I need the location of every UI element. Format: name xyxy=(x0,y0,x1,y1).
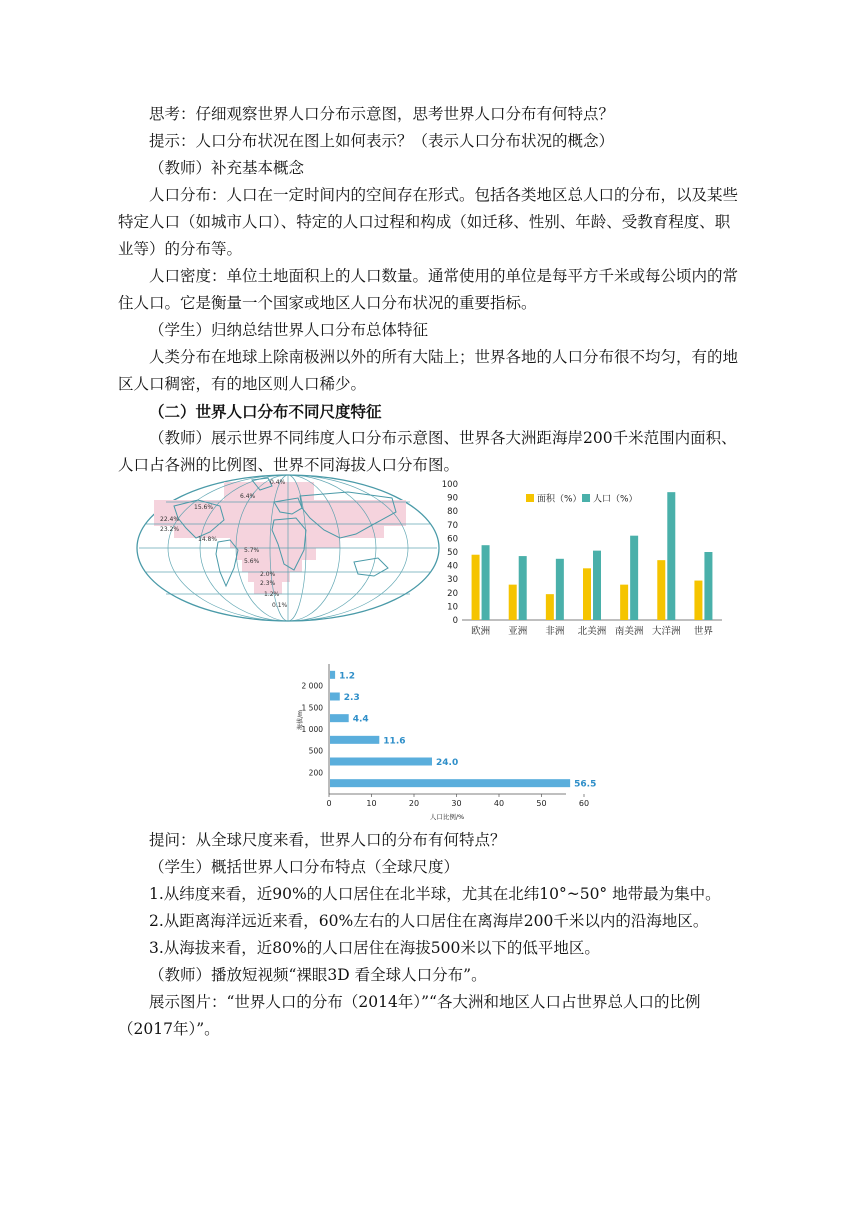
bar-area xyxy=(620,585,628,620)
y-tick-label: 20 xyxy=(447,588,458,599)
map-label: 5.7% xyxy=(244,547,260,554)
x-tick-label: 40 xyxy=(493,799,505,808)
y-category-label: 500 xyxy=(308,746,323,756)
bar-altitude xyxy=(330,714,349,722)
y-tick-label: 70 xyxy=(447,520,458,531)
bar-value-label: 56.5 xyxy=(574,779,597,790)
bar-area xyxy=(694,581,702,620)
bar-population xyxy=(556,559,564,620)
map-label: 22.4% xyxy=(160,516,180,523)
bar-population xyxy=(667,492,675,620)
x-tick-label: 30 xyxy=(451,799,462,808)
x-category-label: 欧洲 xyxy=(471,626,491,637)
student-summary-note: （学生）归纳总结世界人口分布总体特征 xyxy=(149,321,429,339)
bar-area xyxy=(546,594,554,620)
think-question: 思考：仔细观察世界人口分布示意图，思考世界人口分布有何特点？ xyxy=(149,105,615,123)
bar-value-label: 24.0 xyxy=(436,758,459,768)
x-tick-label: 60 xyxy=(578,799,590,808)
bar-population xyxy=(630,536,638,620)
x-axis-label: 人口比例/% xyxy=(429,813,465,821)
x-category-label: 北美洲 xyxy=(577,626,607,637)
world-latitude-population-map xyxy=(134,472,442,624)
y-tick-label: 100 xyxy=(441,480,458,490)
bar-altitude xyxy=(330,758,432,766)
bar-population xyxy=(593,551,601,620)
map-label: 5.6% xyxy=(244,558,260,565)
question-global-scale: 提问：从全球尺度来看，世界人口的分布有何特点？ xyxy=(149,831,506,849)
bar-altitude xyxy=(330,693,340,701)
continent-coastal-bar-chart xyxy=(440,474,730,646)
bar-area xyxy=(509,585,517,620)
map-label: 0.4% xyxy=(270,479,286,486)
show-pictures-text: 展示图片：“世界人口的分布（2014年）”“各大洲和地区人口占世界总人口的比例（2017年）”。 xyxy=(118,993,701,1038)
bar-population xyxy=(704,552,712,620)
map-label: 15.6% xyxy=(194,504,214,511)
legend-swatch xyxy=(526,494,534,502)
teacher-video-note: （教师）播放短视频“裸眼3D 看全球人口分布”。 xyxy=(149,966,487,984)
x-category-label: 南美洲 xyxy=(614,626,644,637)
y-category-label: 200 xyxy=(308,768,323,778)
bar-area xyxy=(583,568,591,620)
y-tick-label: 80 xyxy=(447,507,458,518)
bar-population xyxy=(482,545,490,620)
legend-label: 面积（%） xyxy=(537,494,582,505)
map-label: 14.8% xyxy=(198,536,218,543)
feature-latitude: 1.从纬度来看，近90%的人口居住在北半球，尤其在北纬10°~50° 地带最为集中。 xyxy=(149,885,721,903)
x-category-label: 亚洲 xyxy=(508,626,528,637)
y-tick-label: 30 xyxy=(447,575,458,586)
x-tick-label: 0 xyxy=(326,799,332,808)
x-tick-label: 10 xyxy=(366,799,377,808)
bar-altitude xyxy=(330,779,570,787)
y-tick-label: 60 xyxy=(447,534,458,545)
student-summary-global: （学生）概括世界人口分布特点（全球尺度） xyxy=(149,858,460,876)
bar-value-label: 2.3 xyxy=(343,693,360,703)
y-tick-label: 50 xyxy=(447,548,458,558)
y-tick-label: 90 xyxy=(447,493,458,504)
map-label: 23.2% xyxy=(160,526,180,533)
definition-population-distribution: 人口分布：人口在一定时间内的空间存在形式。包括各类地区总人口的分布，以及某些特定人口（如城市人口）、特定的人口过程和构成（如迁移、性别、年龄、受教育程度、职业等）的分布等。 xyxy=(118,186,739,258)
bar-value-label: 4.4 xyxy=(352,714,369,725)
altitude-population-bar-chart xyxy=(290,660,597,824)
y-category-label: 1 500 xyxy=(301,703,323,713)
map-label: 2.3% xyxy=(260,580,276,587)
x-category-label: 世界 xyxy=(693,626,713,637)
bar-altitude xyxy=(330,736,379,744)
y-tick-label: 0 xyxy=(452,616,458,626)
map-label: 6.4% xyxy=(240,493,256,500)
bar-area xyxy=(657,560,665,620)
map-label: 1.2% xyxy=(264,591,280,598)
bar-area xyxy=(472,555,480,620)
feature-altitude: 3.从海拔来看，近80%的人口居住在海拔500米以下的低平地区。 xyxy=(149,939,600,957)
bar-altitude xyxy=(330,671,335,679)
y-category-label: 1 000 xyxy=(301,725,323,734)
bar-value-label: 1.2 xyxy=(339,671,356,682)
legend-label: 人口（%） xyxy=(593,494,638,505)
y-category-label: 2 000 xyxy=(301,681,323,691)
x-tick-label: 50 xyxy=(536,799,547,808)
map-label: 0.1% xyxy=(272,602,288,609)
legend-swatch xyxy=(582,494,590,502)
x-tick-label: 20 xyxy=(408,799,420,808)
overall-feature-text: 人类分布在地球上除南极洲以外的所有大陆上；世界各地的人口分布很不均匀，有的地区人口稠密，有的地区则人口稀少。 xyxy=(118,348,739,393)
bar-value-label: 11.6 xyxy=(383,736,406,747)
map-label: 2.0% xyxy=(260,571,276,578)
feature-coast-distance: 2.从距离海洋远近来看，60%左右的人口居住在离海岸200千米以内的沿海地区。 xyxy=(149,912,709,930)
x-category-label: 大洋洲 xyxy=(652,626,681,637)
y-tick-label: 10 xyxy=(447,602,458,613)
hint-text: 提示：人口分布状况在图上如何表示？（表示人口分布状况的概念） xyxy=(149,132,615,150)
definition-population-density: 人口密度：单位土地面积上的人口数量。通常使用的单位是每平方千米或每公顷内的常住人口。它是衡量一个国家或地区人口分布状况的重要指标。 xyxy=(118,267,739,312)
section-heading: （二）世界人口分布不同尺度特征 xyxy=(149,402,382,421)
x-category-label: 非洲 xyxy=(545,626,565,637)
teacher-show-figures: （教师）展示世界不同纬度人口分布示意图、世界各大洲距海岸200千米范围内面积、人口占各洲的比例图、世界不同海拔人口分布图。 xyxy=(118,429,737,474)
y-axis-label: 海拔/m xyxy=(297,710,304,730)
bar-population xyxy=(519,556,527,620)
y-tick-label: 40 xyxy=(447,561,458,572)
teacher-note-concepts: （教师）补充基本概念 xyxy=(149,159,305,177)
